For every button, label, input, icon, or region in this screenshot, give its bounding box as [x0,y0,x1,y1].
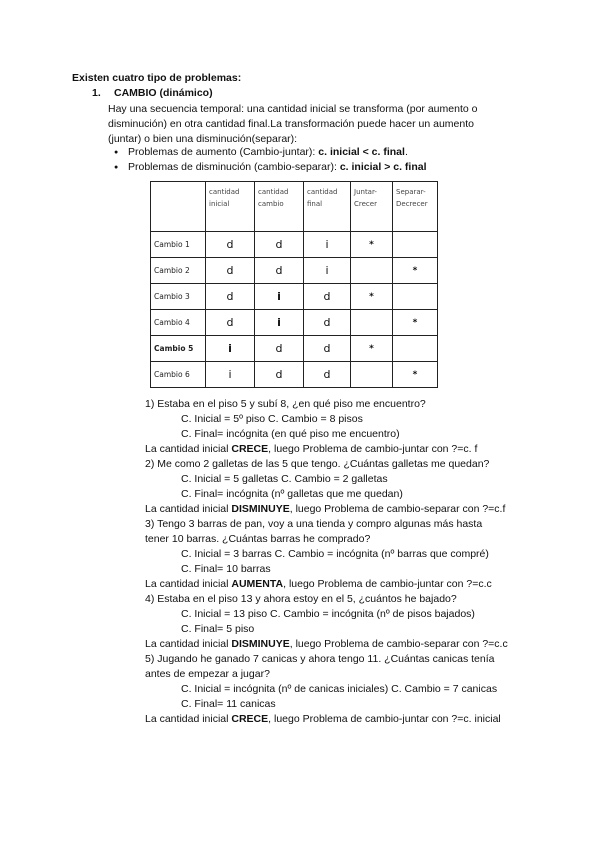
cell-separar: * [393,310,438,336]
problem-5-conclusion [145,713,501,725]
cambio-table [150,181,438,388]
table-header-juntar-crecer: Juntar-Crecer [351,182,393,232]
cell-cf: i [304,258,351,284]
cell-ci: d [206,310,255,336]
problem-3-conclusion [145,578,492,590]
conclusion-tail: , luego Problema de cambio-juntar con ?=c. f [268,443,478,455]
conclusion-keyword: AUMENTA [231,578,284,590]
bullet-disminucion [128,161,427,173]
conclusion-keyword: DISMINUYE [231,638,290,650]
cell-cc: d [255,336,304,362]
section-number: 1. [92,87,101,99]
document-title: Existen cuatro tipo de problemas: [72,72,242,84]
row-label: Cambio 5 [151,336,206,362]
intro-line-2: disminución) en otra cantidad final.La transformación puede hacer un aumento [108,118,474,130]
cell-juntar [351,362,393,388]
cell-juntar [351,310,393,336]
row-label: Cambio 3 [151,284,206,310]
conclusion-tail: , luego Problema de cambio-juntar con ?=c.c [283,578,492,590]
cell-cc: d [255,362,304,388]
table-row [151,336,438,362]
bullet-text: Problemas de disminución (cambio-separar): [128,161,340,173]
section-heading [92,87,213,99]
cell-cc: d [255,258,304,284]
bullet-bold: c. inicial < c. final [318,146,405,158]
bullet-tail: . [404,146,408,158]
conclusion-tail: , luego Problema de cambio-separar con ?=c.f [289,503,506,515]
problem-4-conclusion [145,638,508,650]
table-header-cantidad-final: cantidad final [304,182,351,232]
cell-juntar: * [351,336,393,362]
cell-cf: d [304,362,351,388]
problem-1-line-1: C. Inicial = 5º piso C. Cambio = 8 pisos [181,413,363,425]
conclusion-keyword: CRECE [231,713,269,725]
cell-cc: d [255,232,304,258]
problem-1-line-2: C. Final= incógnita (en qué piso me encuentro) [181,428,400,440]
table-row [151,362,438,388]
bullet-text: Problemas de aumento (Cambio-juntar): [128,146,319,158]
table-header-cantidad-inicial: cantidad inicial [206,182,255,232]
problem-5-line-2: C. Final= 11 canicas [181,698,276,710]
conclusion-keyword: CRECE [231,443,269,455]
problem-5-line-1: C. Inicial = incógnita (nº de canicas iniciales) C. Cambio = 7 canicas [181,683,498,695]
problem-2-line-2: C. Final= incógnita (nº galletas que me quedan) [181,488,403,500]
problem-4-line-2: C. Final= 5 piso [181,623,255,635]
cell-separar [393,336,438,362]
problem-2-line-1: C. Inicial = 5 galletas C. Cambio = 2 galletas [181,473,388,485]
conclusion-tail: , luego Problema de cambio-separar con ?=c.c [289,638,508,650]
cell-cf: i [304,232,351,258]
problem-4-line-1: C. Inicial = 13 piso C. Cambio = incógnita (nº de pisos bajados) [181,608,475,620]
problem-3-line-2: C. Final= 10 barras [181,563,271,575]
table-row [151,258,438,284]
conclusion-text: La cantidad inicial [145,503,232,515]
row-label: Cambio 4 [151,310,206,336]
cell-ci: d [206,284,255,310]
cell-juntar: * [351,232,393,258]
row-label: Cambio 2 [151,258,206,284]
cell-cf: d [304,336,351,362]
conclusion-text: La cantidad inicial [145,578,232,590]
problem-3-question-cont: tener 10 barras. ¿Cuántas barras he comprado? [145,533,371,545]
cell-ci: i [206,362,255,388]
cell-ci: d [206,258,255,284]
problem-2-conclusion [145,503,505,515]
cell-juntar: * [351,284,393,310]
cell-cf: d [304,284,351,310]
cell-juntar [351,258,393,284]
conclusion-text: La cantidad inicial [145,443,232,455]
cell-separar [393,284,438,310]
bullet-aumento [128,146,408,158]
problem-4-question: 4) Estaba en el piso 13 y ahora estoy en el 5, ¿cuántos he bajado? [145,593,457,605]
problem-2-question: 2) Me como 2 galletas de las 5 que tengo. ¿Cuántas galletas me quedan? [145,458,490,470]
problem-3-question: 3) Tengo 3 barras de pan, voy a una tienda y compro algunas más hasta [145,518,483,530]
row-label: Cambio 6 [151,362,206,388]
conclusion-text: La cantidad inicial [145,638,232,650]
problem-5-question: 5) Jugando he ganado 7 canicas y ahora tengo 11. ¿Cuántas canicas tenía [145,653,495,665]
cell-ci: d [206,232,255,258]
conclusion-text: La cantidad inicial [145,713,232,725]
intro-line-3: (juntar) o bien una disminución(separar): [108,133,298,145]
table-row [151,310,438,336]
cell-separar: * [393,258,438,284]
cell-separar [393,232,438,258]
section-title: CAMBIO (dinámico) [114,87,213,99]
bullet-bold: c. inicial > c. final [339,161,427,173]
conclusion-tail: , luego Problema de cambio-juntar con ?=c. inicial [268,713,501,725]
cell-cc: i [255,284,304,310]
cell-cc: i [255,310,304,336]
row-label: Cambio 1 [151,232,206,258]
conclusion-keyword: DISMINUYE [231,503,290,515]
problem-3-line-1: C. Inicial = 3 barras C. Cambio = incógnita (nº barras que compré) [181,548,489,560]
cell-cf: d [304,310,351,336]
table-row [151,232,438,258]
problem-5-question-cont: antes de empezar a jugar? [145,668,270,680]
problem-1-conclusion [145,443,477,455]
table-row [151,284,438,310]
problem-1-question: 1) Estaba en el piso 5 y subí 8, ¿en qué piso me encuentro? [145,398,426,410]
table-header-separar-decrecer: Separar-Decrecer [393,182,438,232]
cell-ci: i [206,336,255,362]
cell-separar: * [393,362,438,388]
intro-line-1: Hay una secuencia temporal: una cantidad inicial se transforma (por aumento o [108,103,478,115]
table-header-cantidad-cambio: cantidad cambio [255,182,304,232]
table-header-empty [151,182,206,232]
